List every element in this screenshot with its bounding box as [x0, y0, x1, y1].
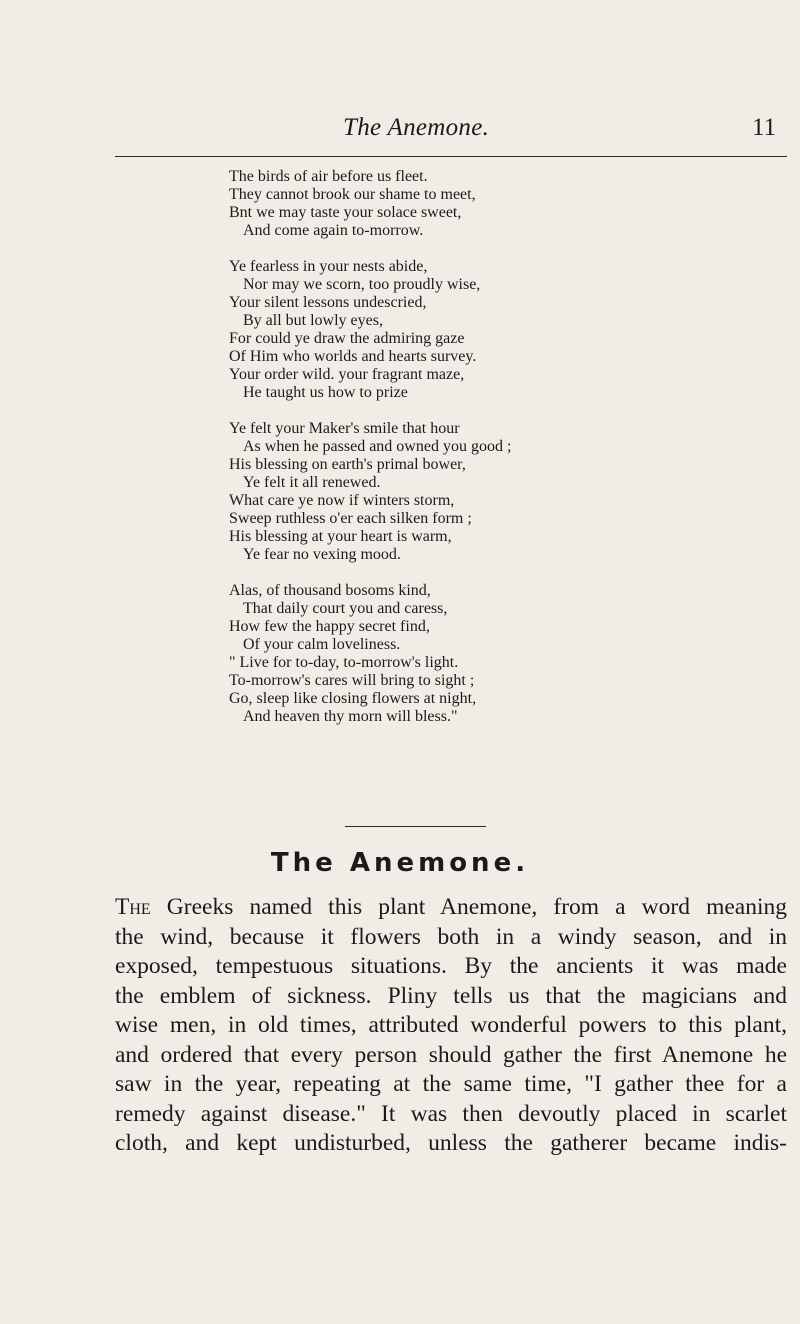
poem-line: Bnt we may taste your solace sweet,: [229, 204, 462, 221]
poem-stanza: [0, 582, 800, 726]
header-rule: [115, 156, 787, 157]
section-title: The Anemone.: [270, 848, 530, 878]
poem-line: He taught us how to prize: [243, 384, 408, 401]
poem-line: That daily court you and caress,: [243, 600, 448, 617]
poem-line: How few the happy secret find,: [229, 618, 430, 635]
prose-line: cloth, and kept undisturbed, unless the gatherer became indis-: [115, 1130, 787, 1156]
poem-line: For could ye draw the admiring gaze: [229, 330, 465, 347]
poem-line: And come again to-morrow.: [243, 222, 424, 239]
prose-line: remedy against disease." It was then devoutly placed in scarlet: [115, 1100, 787, 1127]
lead-word: The: [115, 894, 151, 920]
poem-line: Ye fearless in your nests abide,: [229, 258, 428, 275]
prose-line: [115, 893, 787, 923]
prose-first-line-text: Greeks named this plant Anemone, from a word meaning: [150, 894, 787, 920]
poem-line: Your order wild. your fragrant maze,: [229, 366, 465, 383]
poem-line: As when he passed and owned you good ;: [243, 438, 512, 455]
poem-line: His blessing at your heart is warm,: [229, 528, 452, 545]
poem-line: Go, sleep like closing flowers at night,: [229, 690, 477, 707]
prose-line: exposed, tempestuous situations. By the ancients it was made: [115, 953, 787, 979]
poem-line: Ye fear no vexing mood.: [243, 546, 401, 563]
poem-stanza: [0, 258, 800, 402]
running-title: The Anemone.: [343, 114, 490, 141]
poem-line: And heaven thy morn will bless.": [243, 708, 458, 725]
poem-line: Your silent lessons undescried,: [229, 294, 427, 311]
prose-line: and ordered that every person should gather the first Anemone he: [115, 1041, 787, 1068]
section-divider-rule: [345, 826, 486, 827]
prose-line: the emblem of sickness. Pliny tells us that the magicians and: [115, 982, 787, 1009]
prose-line: saw in the year, repeating at the same time, "I gather thee for a: [115, 1071, 787, 1097]
poem: [0, 168, 800, 744]
prose-line: the wind, because it flowers both in a windy season, and in: [115, 923, 787, 950]
poem-line: Ye felt your Maker's smile that hour: [229, 420, 460, 437]
poem-line: The birds of air before us fleet.: [229, 168, 428, 185]
poem-line: Sweep ruthless o'er each silken form ;: [229, 510, 472, 527]
poem-line: They cannot brook our shame to meet,: [229, 186, 476, 203]
poem-line: By all but lowly eyes,: [243, 312, 383, 329]
poem-line: What care ye now if winters storm,: [229, 492, 455, 509]
poem-line: His blessing on earth's primal bower,: [229, 456, 466, 473]
page-number: 11: [752, 114, 777, 141]
poem-line: " Live for to-day, to-morrow's light.: [229, 654, 459, 671]
prose-line: wise men, in old times, attributed wonderful powers to this plant,: [115, 1012, 787, 1038]
poem-line: Of your calm loveliness.: [243, 636, 401, 653]
poem-line: Ye felt it all renewed.: [243, 474, 381, 491]
prose-paragraph: [115, 893, 787, 1159]
poem-line: To-morrow's cares will bring to sight ;: [229, 672, 475, 689]
poem-line: Alas, of thousand bosoms kind,: [229, 582, 431, 599]
poem-line: Nor may we scorn, too proudly wise,: [243, 276, 481, 293]
poem-stanza: [0, 168, 800, 240]
running-head: [0, 114, 800, 144]
poem-line: Of Him who worlds and hearts survey.: [229, 348, 477, 365]
poem-stanza: [0, 420, 800, 564]
